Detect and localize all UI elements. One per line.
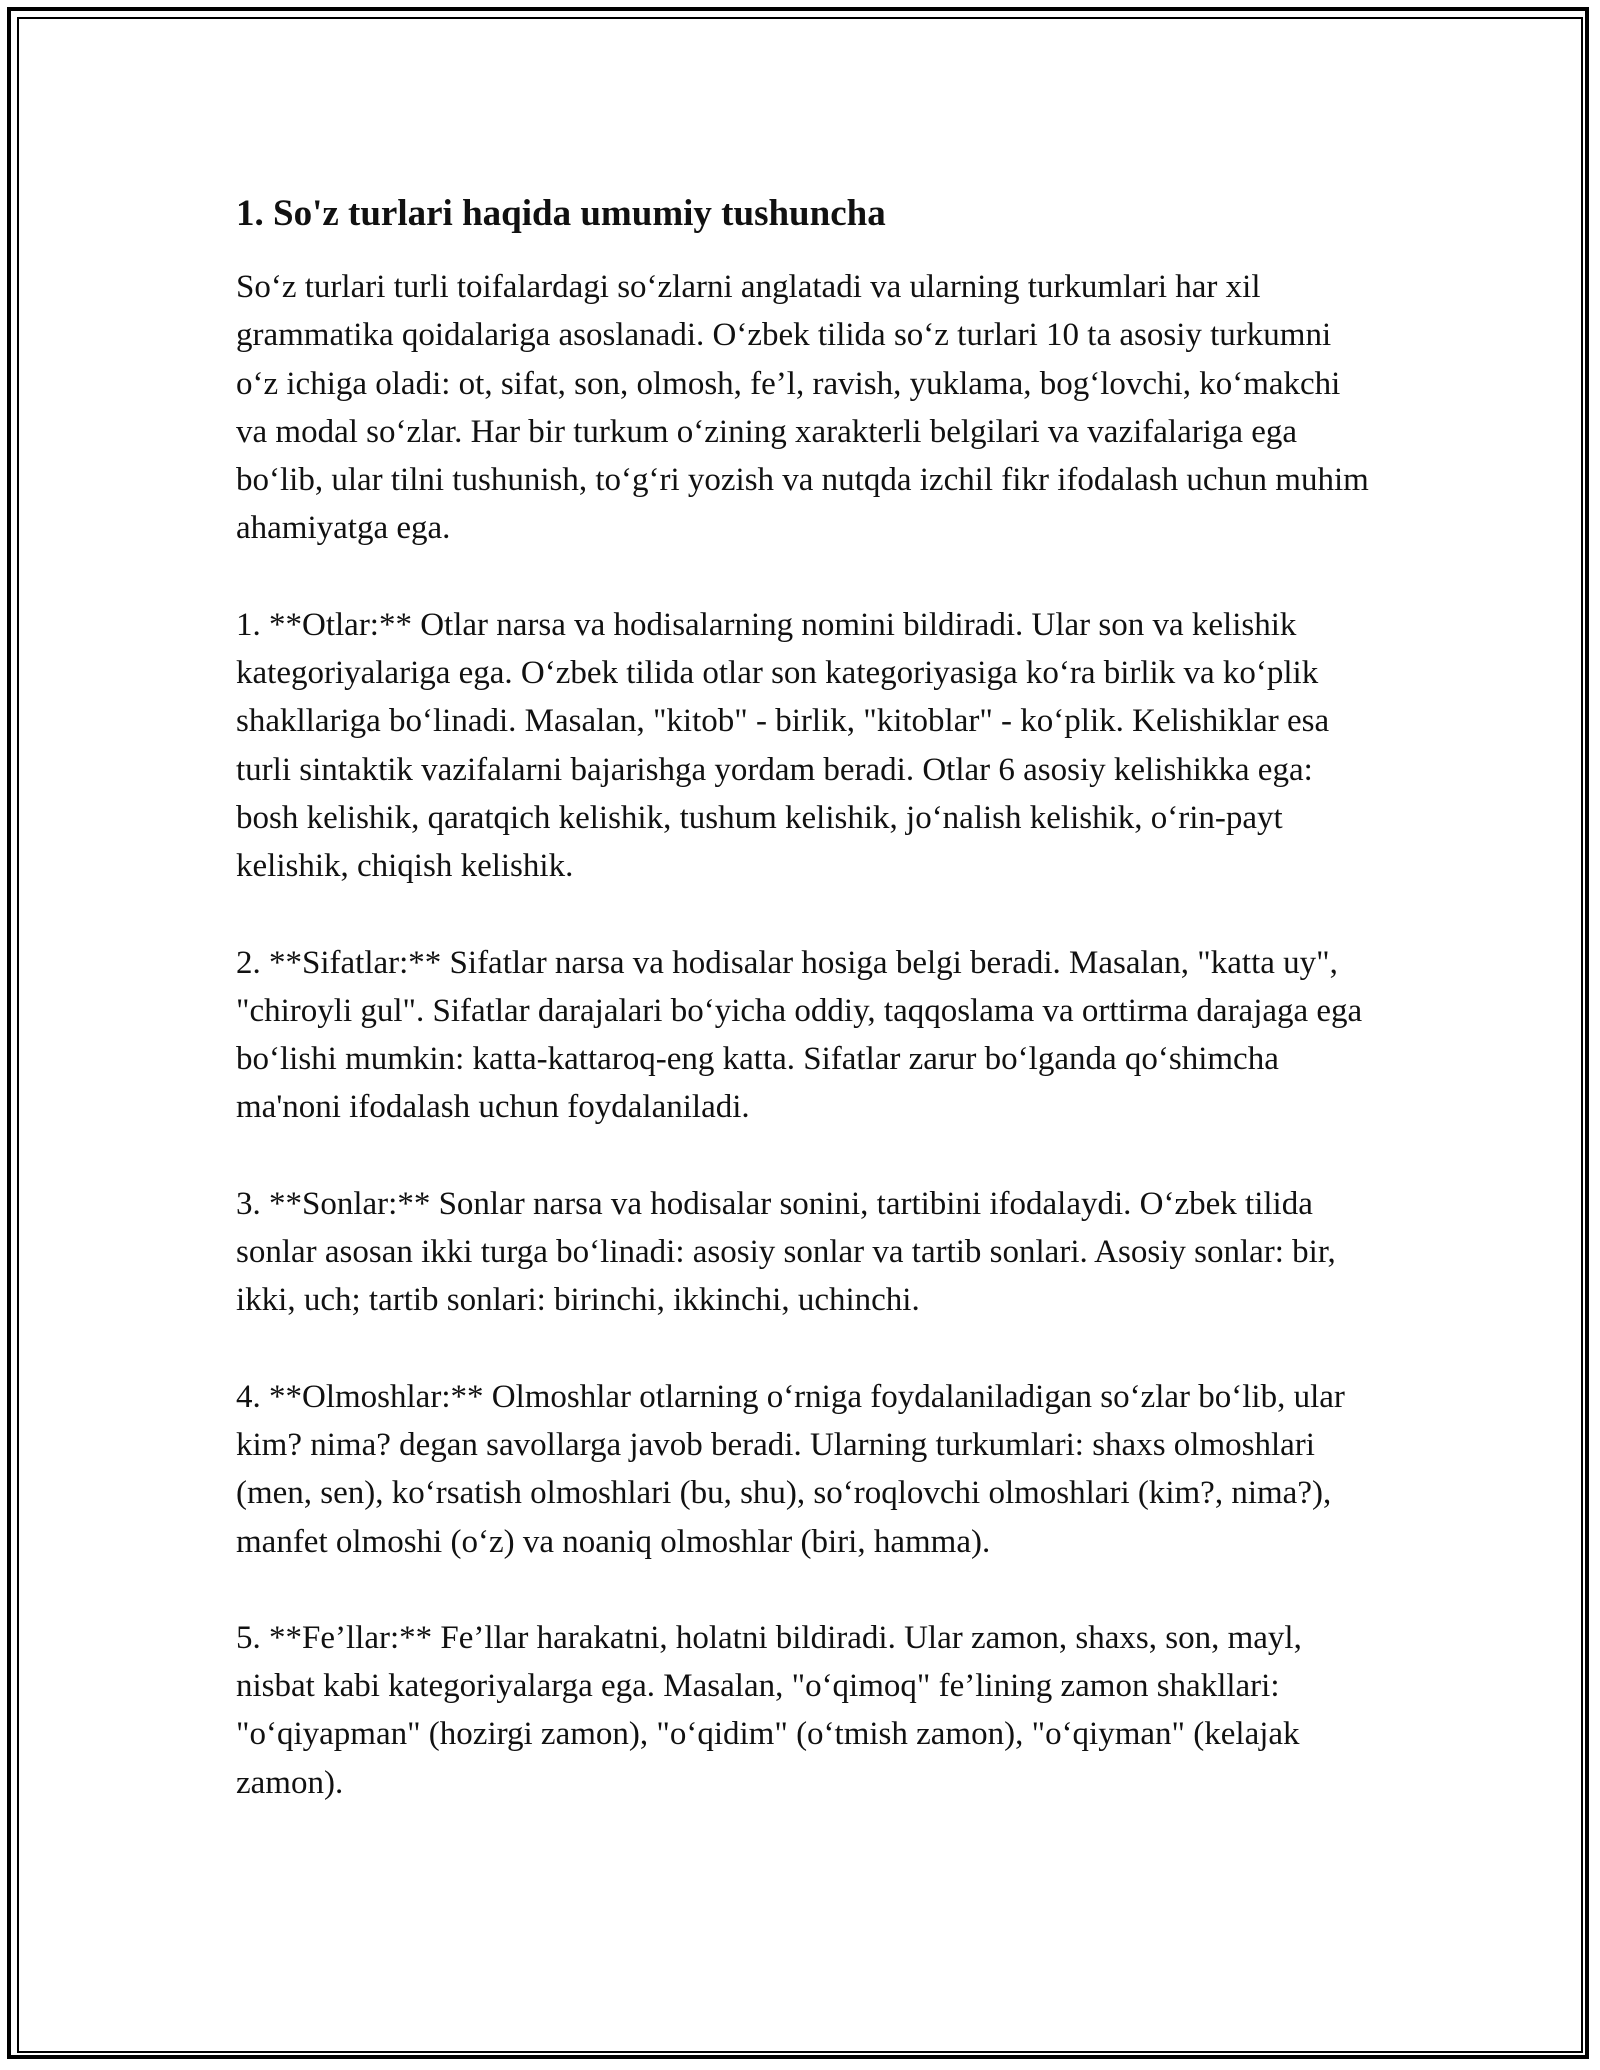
paragraph-otlar: 1. **Otlar:** Otlar narsa va hodisalarning nomini bildiradi. Ular son va kelishik kategoriyalariga ega. O‘zbek tilida otlar son kategoriyasiga ko‘ra birlik va ko‘plik shakllariga bo‘linadi. Masalan, "kitob" - birlik, "kitoblar" - ko‘plik. Kelishiklar esa turli sintaktik vazifalarni bajarishga yordam beradi. Otlar 6 asosiy kelishikka ega: bosh kelishik, qaratqich kelishik, tushum kelishik, jo‘nalish kelishik, o‘rin-payt kelishik, chiqish kelishik.	[236, 606, 1330, 885]
paragraph-sifatlar: 2. **Sifatlar:** Sifatlar narsa va hodisalar hosiga belgi beradi. Masalan, "katta uy", "chiroyli gul". Sifatlar darajalari bo‘yicha oddiy, taqqoslama va orttirma darajaga ega bo‘lishi mumkin: katta-kattaroq-eng katta. Sifatlar zarur bo‘lganda qo‘shimcha ma'noni ifodalash uchun foydalaniladi.	[236, 944, 1363, 1126]
paragraph-olmoshlar: 4. **Olmoshlar:** Olmoshlar otlarning o‘rniga foydalaniladigan so‘zlar bo‘lib, ular kim? nima? degan savollarga javob beradi. Ularning turkumlari: shaxs olmoshlari (men, sen), ko‘rsatish olmoshlari (bu, shu), so‘roqlovchi olmoshlari (kim?, nima?), manfet olmoshi (o‘z) va noaniq olmoshlar (biri, hamma).	[236, 1378, 1345, 1560]
document-body	[236, 186, 1376, 1855]
intro-paragraph: So‘z turlari turli toifalardagi so‘zlarni anglatadi va ularning turkumlari har xil grammatika qoidalariga asoslanadi. O‘zbek tilida so‘z turlari 10 ta asosiy turkumni o‘z ichiga oladi: ot, sifat, son, olmosh, fe’l, ravish, yuklama, bog‘lovchi, ko‘makchi va modal so‘zlar. Har bir turkum o‘zining xarakterli belgilari va vazifalariga ega bo‘lib, ular tilni tushunish, to‘g‘ri yozish va nutqda izchil fikr ifodalash uchun muhim ahamiyatga ega.	[236, 269, 1369, 547]
paragraph-fellar: 5. **Fe’llar:** Fe’llar harakatni, holatni bildiradi. Ular zamon, shaxs, son, mayl, nisbat kabi kategoriyalarga ega. Masalan, "o‘qimoq" fe’lining zamon shakllari: "o‘qiyapman" (hozirgi zamon), "o‘qidim" (o‘tmish zamon), "o‘qiyman" (kelajak zamon).	[236, 1619, 1302, 1801]
section-heading: 1. So'z turlari haqida umumiy tushuncha	[236, 193, 886, 234]
paragraph-sonlar: 3. **Sonlar:** Sonlar narsa va hodisalar sonini, tartibini ifodalaydi. O‘zbek tilida sonlar asosan ikki turga bo‘linadi: asosiy sonlar va tartib sonlari. Asosiy sonlar: bir, ikki, uch; tartib sonlari: birinchi, ikkinchi, uchinchi.	[236, 1185, 1336, 1319]
